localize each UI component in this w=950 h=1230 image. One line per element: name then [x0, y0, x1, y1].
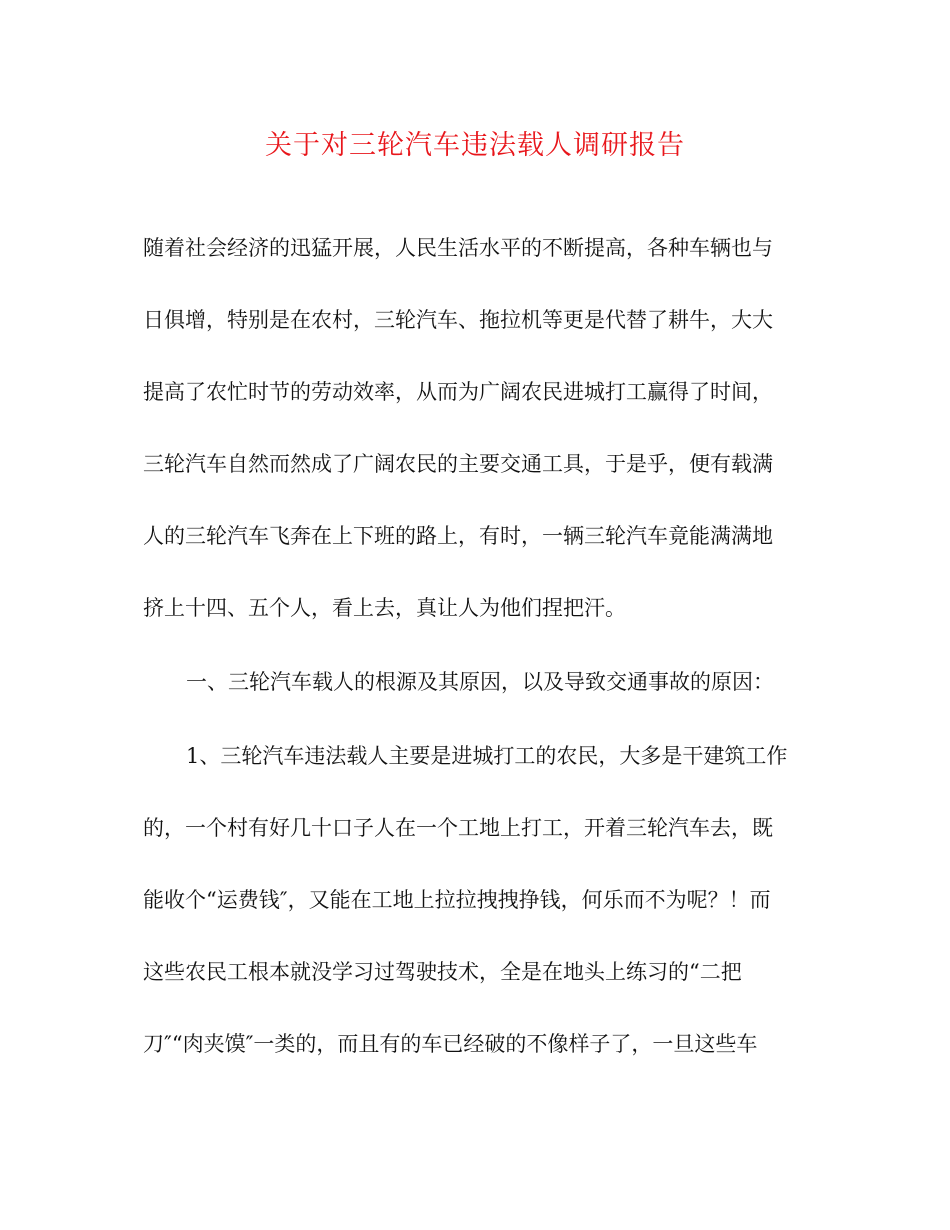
paragraph-line: 这些农民工根本就没学习过驾驶技术，全是在地头上练习的“二把	[143, 960, 742, 984]
paragraph-line: 随着社会经济的迅猛开展，人民生活水平的不断提高，各种车辆也与	[143, 236, 773, 260]
paragraph-line: 三轮汽车自然而然成了广阔农民的主要交通工具，于是乎，便有载满	[143, 452, 773, 476]
paragraph-line: 日俱增，特别是在农村，三轮汽车、拖拉机等更是代替了耕牛，大大	[143, 308, 773, 332]
paragraph-line: 的，一个村有好几十口子人在一个工地上打工，开着三轮汽车去，既	[143, 816, 773, 840]
paragraph-line: 1、三轮汽车违法载人主要是进城打工的农民，大多是干建筑工作	[186, 744, 788, 768]
paragraph-line: 人的三轮汽车飞奔在上下班的路上，有时，一辆三轮汽车竟能满满地	[143, 524, 773, 548]
paragraph-line: 挤上十四、五个人，看上去，真让人为他们捏把汗。	[143, 596, 626, 620]
section-heading: 一、三轮汽车载人的根源及其原因，以及导致交通事故的原因：	[186, 670, 774, 694]
paragraph-line: 提高了农忙时节的劳动效率，从而为广阔农民进城打工赢得了时间，	[143, 380, 773, 404]
paragraph-line: 刀″“肉夹馍″一类的，而且有的车已经破的不像样子了，一旦这些车	[143, 1032, 758, 1056]
paragraph-line: 能收个“运费钱″，又能在工地上拉拉拽拽挣钱，何乐而不为呢？！而	[143, 888, 771, 912]
document-title: 关于对三轮汽车违法载人调研报告	[265, 130, 685, 161]
